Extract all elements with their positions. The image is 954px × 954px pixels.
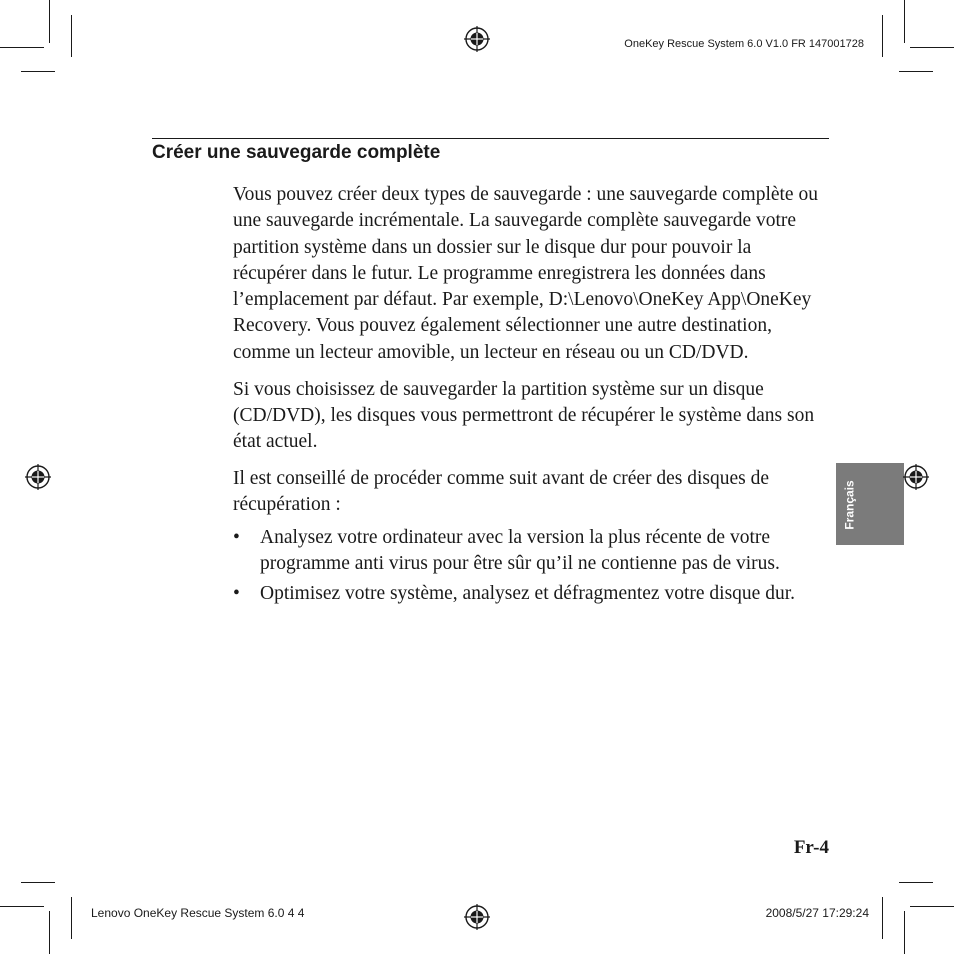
crop-mark [899, 882, 933, 883]
paragraph: Si vous choisissez de sauvegarder la partition système sur un disque (CD/DVD), les disques vous permettront de récupérer le système dans son état actuel. [233, 378, 815, 453]
crop-mark [49, 0, 50, 43]
registration-mark-icon [464, 904, 490, 930]
crop-mark [49, 911, 50, 954]
registration-mark-icon [903, 464, 929, 490]
crop-mark [71, 15, 72, 57]
bullet-icon: • [233, 583, 240, 605]
crop-mark [910, 906, 954, 907]
crop-mark [910, 47, 954, 48]
crop-mark [21, 71, 55, 72]
crop-mark [0, 47, 44, 48]
crop-mark [904, 911, 905, 954]
language-tab [836, 463, 904, 545]
body-text [233, 182, 828, 611]
page-number: Fr-4 [793, 837, 829, 858]
registration-mark-icon [464, 26, 490, 52]
paragraph: Vous pouvez créer deux types de sauvegarde : une sauvegarde complète ou une sauvegarde incrémentale. La sauvegarde complète sauvegarde votre partition système dans un dossier sur le disque dur pour pouvoir la récupérer dans le futur. Le programme enregistrera les données dans l’emplacement par défaut. Par exemple, D:\Lenovo\OneKey App\OneKey Recovery. Vous pouvez également sélectionner une autre destination, comme un lecteur amovible, un lecteur en réseau ou un CD/DVD. [233, 184, 818, 363]
footer-timestamp: 2008/5/27 17:29:24 [765, 906, 869, 920]
list-item [233, 525, 828, 578]
bullet-icon: • [233, 526, 240, 548]
title-rule [152, 138, 829, 139]
paragraph: Il est conseillé de procéder comme suit avant de créer des disques de récupération : [233, 467, 770, 516]
crop-mark [71, 897, 72, 939]
list-item-text: Analysez votre ordinateur avec la version la plus récente de votre programme anti virus pour être sûr qu’il ne contienne pas de virus. [260, 526, 780, 574]
language-tab-label: Français [843, 480, 858, 530]
crop-mark [882, 897, 883, 939]
crop-mark [0, 906, 44, 907]
crop-mark [899, 71, 933, 72]
registration-mark-icon [25, 464, 51, 490]
crop-mark [882, 15, 883, 57]
list-item-text: Optimisez votre système, analysez et défragmentez votre disque dur. [260, 583, 795, 605]
list-item [233, 581, 828, 607]
section-title: Créer une sauvegarde complète [152, 142, 441, 163]
bullet-list [233, 525, 828, 608]
document-code: OneKey Rescue System 6.0 V1.0 FR 147001728 [624, 38, 864, 50]
footer-file-info: Lenovo OneKey Rescue System 6.0 4 4 [91, 906, 305, 920]
crop-mark [21, 882, 55, 883]
crop-mark [904, 0, 905, 43]
